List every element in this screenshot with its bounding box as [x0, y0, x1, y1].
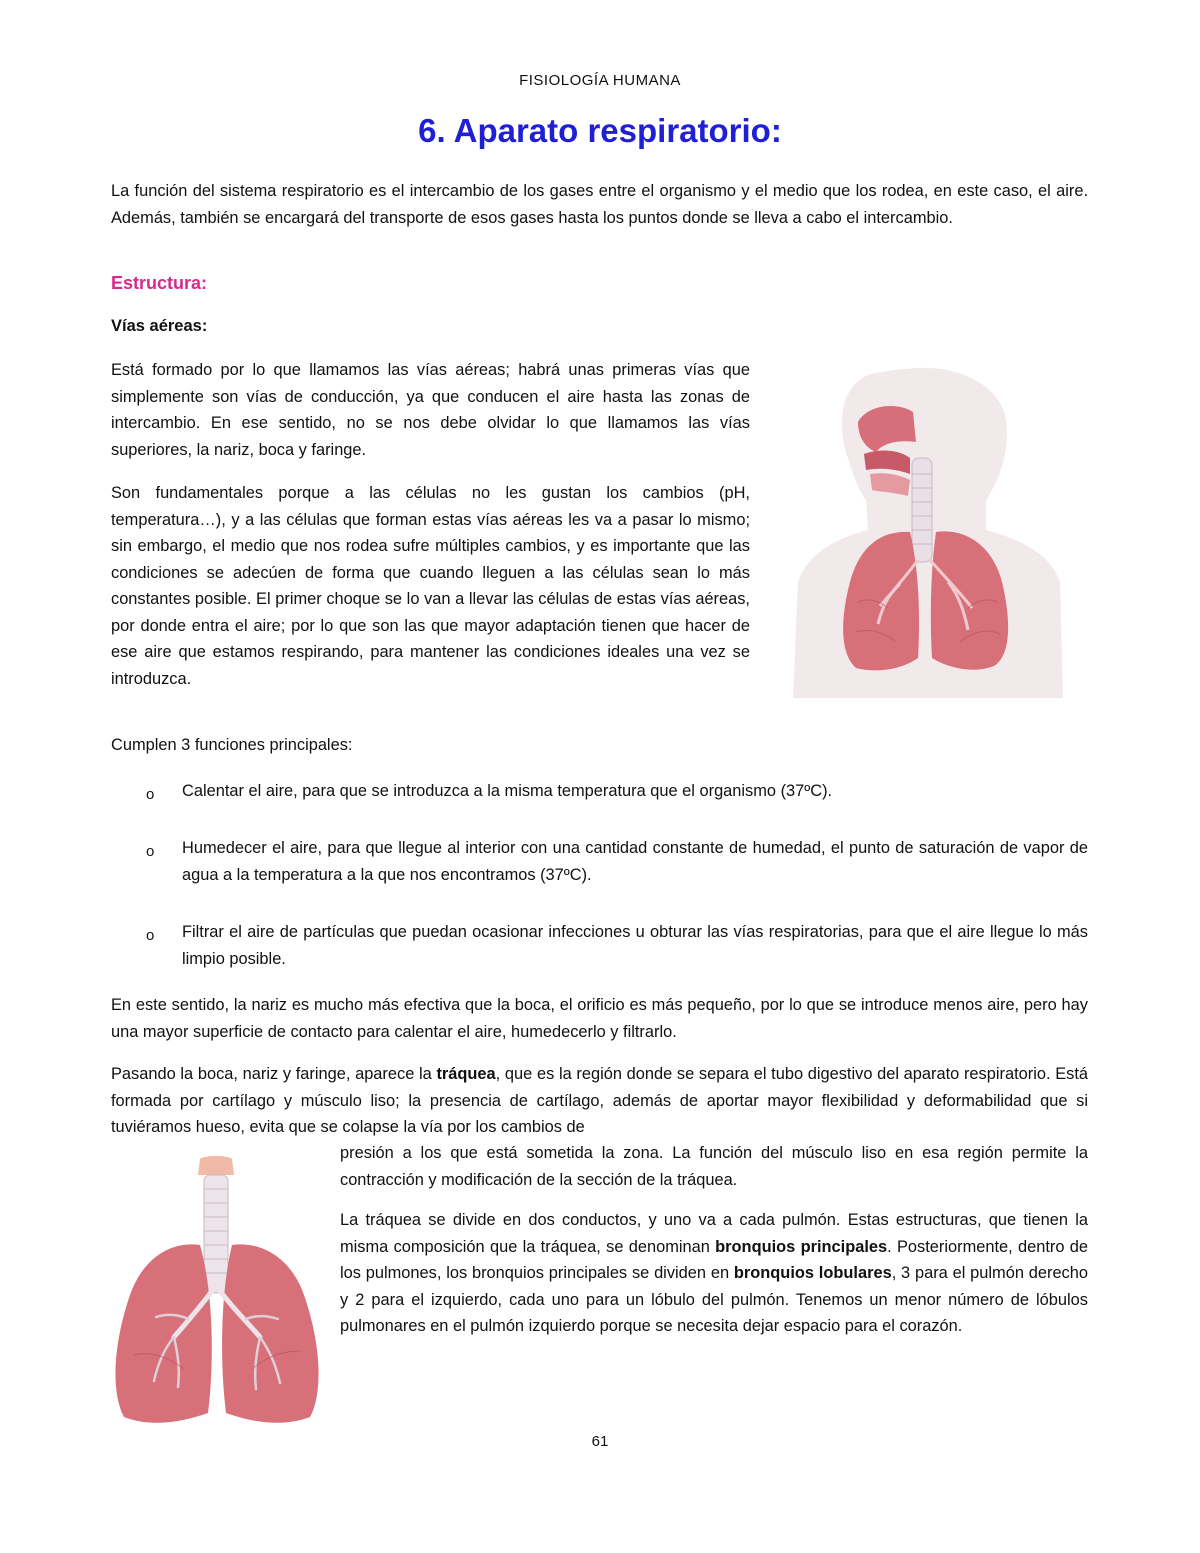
- bullet-marker: o: [146, 927, 155, 944]
- paragraph-cambios: Son fundamentales porque a las células no les gustan los cambios (pH, temperatura…), y a las células que forman estas vías aéreas les va a pasar lo mismo; sin embargo, el medio que nos rodea sufre múltiples cambios, y es importante que las condiciones se adecúen de forma que cuando lleguen a las células sean lo más constantes posible. El primer choque se lo van a llevar las células de estas vías aéreas, por donde entra el aire; por lo que son las que mayor adaptación tienen que hacer de ese aire que estamos respirando, para mantener las condiciones ideales una vez se introduzca.: [111, 484, 750, 688]
- bold-term: bronquios lobulares: [733, 1264, 892, 1282]
- section-heading: Estructura:: [111, 273, 208, 293]
- paragraph-nariz: En este sentido, la nariz es mucho más efectiva que la boca, el orificio es más pequeño, por lo que se introduce menos aire, pero hay una mayor superficie de contacto para calentar el aire, humedecerlo y filtrarlo.: [111, 996, 1088, 1041]
- page-number: 61: [591, 1433, 609, 1450]
- intro-paragraph: La función del sistema respiratorio es el intercambio de los gases entre el organismo y el medio que los rodea, en este caso, el aire. Además, también se encargará del transporte de esos gases hasta los puntos donde se lleva a cabo el intercambio.: [111, 182, 1088, 227]
- respiratory-system-illustration: [788, 362, 1066, 698]
- lungs-drawing: [104, 1155, 330, 1433]
- text-run: La tráquea se divide en dos conductos, y uno va a cada pulmón. Estas estructuras, que tienen la misma composición que la tráquea, se denominan: [340, 1211, 1088, 1256]
- bold-term: tráquea: [436, 1065, 496, 1083]
- page-header: FISIOLOGÍA HUMANA: [519, 72, 681, 89]
- text-run: , 3 para el pulmón derecho y 2 para el izquierdo, cada uno para un lóbulo del pulmón. Tenemos un menor número de lóbulos pulmonares en el pulmón izquierdo porque se necesita dejar espacio para el corazón.: [340, 1264, 1088, 1335]
- lungs-illustration: [104, 1155, 330, 1433]
- bullet-item: Filtrar el aire de partículas que puedan ocasionar infecciones u obturar las vías respiratorias, para que el aire llegue lo más limpio posible.: [182, 923, 1088, 968]
- text-run: Pasando la boca, nariz y faringe, aparece la: [111, 1065, 437, 1083]
- paragraph-traquea: [111, 1061, 1088, 1141]
- respiratory-system-drawing: [788, 362, 1066, 698]
- text-run: , que es la región donde se separa el tubo digestivo del aparato respiratorio. Está formada por cartílago y músculo liso; la presencia de cartílago, además de aportar mayor flexibilidad y deformabilidad que si tuviéramos hueso, evita que se colapse la vía por los cambios de: [111, 1065, 1088, 1136]
- paragraph-vias-aereas: Está formado por lo que llamamos las vías aéreas; habrá unas primeras vías que simplemente son vías de conducción, ya que conducen el aire hasta las zonas de intercambio. En ese sentido, no se nos debe olvidar lo que llamamos las vías superiores, la nariz, boca y faringe.: [111, 361, 750, 459]
- functions-intro: Cumplen 3 funciones principales:: [111, 736, 353, 754]
- paragraph-traquea-cont: presión a los que está sometida la zona. La función del músculo liso en esa región permite la contracción y modificación de la sección de la tráquea.: [340, 1144, 1088, 1189]
- text-run: . Posteriormente, dentro de los pulmones, los bronquios principales se dividen en: [340, 1237, 1088, 1282]
- bold-term: bronquios principales: [715, 1237, 888, 1256]
- bullet-item: Humedecer el aire, para que llegue al interior con una cantidad constante de humedad, el punto de saturación de vapor de agua a la temperatura a la que nos encontramos (37ºC).: [182, 839, 1088, 884]
- bullet-marker: o: [146, 843, 155, 860]
- paragraph-bronquios: [340, 1207, 1088, 1340]
- bullet-item: Calentar el aire, para que se introduzca a la misma temperatura que el organismo (37ºC).: [182, 782, 833, 800]
- bullet-marker: o: [146, 786, 155, 803]
- subheading-vias-aereas: Vías aéreas:: [111, 317, 208, 335]
- page-title: 6. Aparato respiratorio:: [418, 112, 782, 149]
